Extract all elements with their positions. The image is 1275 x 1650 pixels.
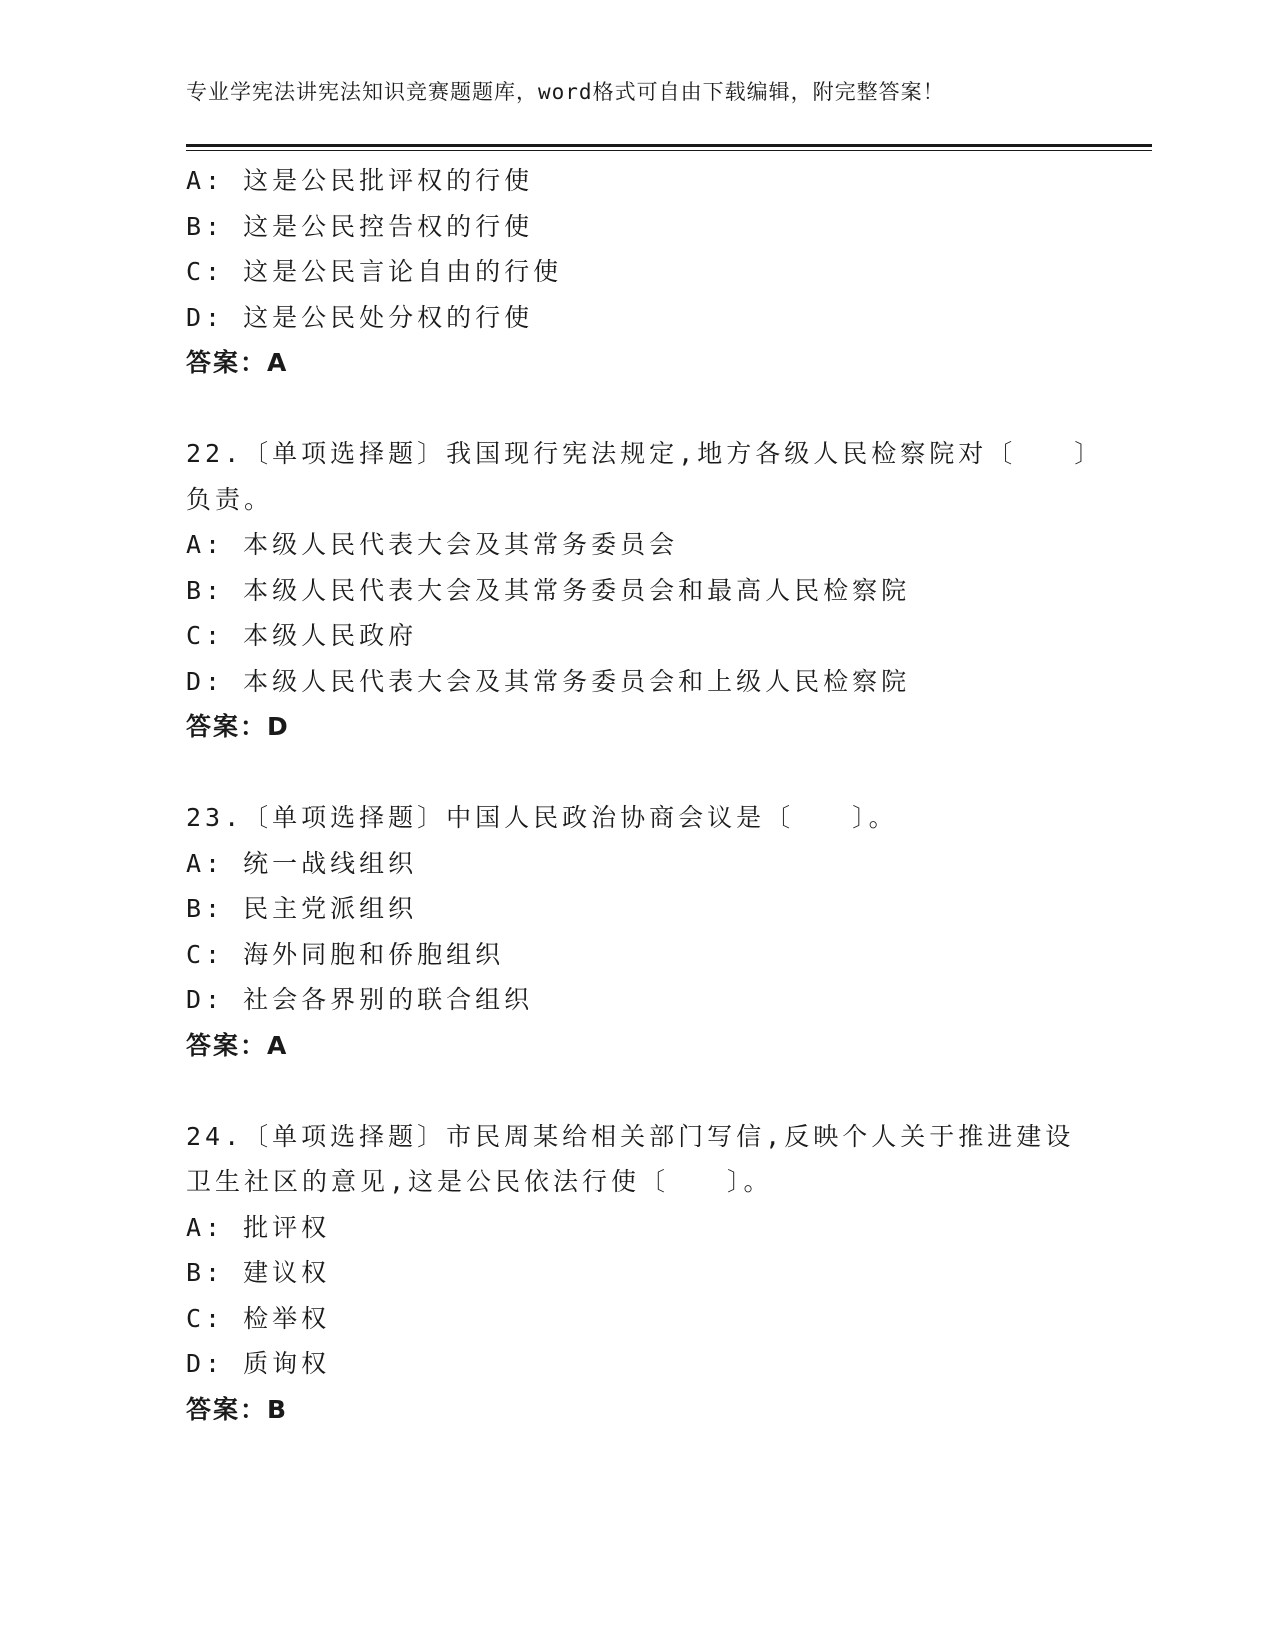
question-stem: 24.〔单项选择题〕市民周某给相关部门写信,反映个人关于推进建设 [186, 1121, 1075, 1151]
option-b: B: 民主党派组织 [186, 894, 418, 923]
option-b: B: 这是公民控告权的行使 [186, 211, 534, 241]
option-a: A: 批评权 [186, 1212, 331, 1242]
option-c: C: 本级人民政府 [186, 621, 418, 650]
answer: 答案：D [186, 712, 290, 741]
header-rule-thin [186, 150, 1152, 151]
option-d: D: 质询权 [186, 1349, 331, 1378]
question-gap [186, 1068, 1086, 1114]
question-23 [186, 795, 1086, 1068]
option-d: D: 本级人民代表大会及其常务委员会和上级人民检察院 [186, 666, 911, 696]
question-stem: 23.〔单项选择题〕中国人民政治协商会议是〔 〕。 [186, 803, 898, 832]
question-24 [186, 1114, 1086, 1433]
answer: 答案：A [186, 1030, 289, 1060]
option-c: C: 检举权 [186, 1303, 331, 1333]
option-d: D: 这是公民处分权的行使 [186, 302, 534, 332]
question-stem-continued: 卫生社区的意见,这是公民依法行使〔 〕。 [186, 1167, 773, 1196]
question-21 [186, 158, 1086, 386]
answer: 答案：A [186, 348, 289, 377]
option-b: B: 本级人民代表大会及其常务委员会和最高人民检察院 [186, 575, 911, 605]
document-body [186, 158, 1104, 1432]
option-a: A: 统一战线组织 [186, 848, 418, 878]
question-gap [186, 750, 1086, 796]
question-gap [186, 386, 1086, 432]
page-header: 专业学宪法讲宪法知识竞赛题题库，word格式可自由下载编辑，附完整答案！ [186, 80, 945, 104]
question-22 [186, 431, 1104, 750]
answer: 答案：B [186, 1394, 289, 1424]
question-stem-continued: 负责。 [186, 484, 274, 514]
option-b: B: 建议权 [186, 1258, 331, 1287]
option-a: A: 本级人民代表大会及其常务委员会 [186, 530, 679, 559]
option-c: C: 这是公民言论自由的行使 [186, 257, 563, 286]
question-stem: 22.〔单项选择题〕我国现行宪法规定,地方各级人民检察院对〔 〕 [186, 439, 1104, 468]
option-a: A: 这是公民批评权的行使 [186, 166, 534, 195]
option-d: D: 社会各界别的联合组织 [186, 985, 534, 1014]
header-rule-thick [186, 144, 1152, 147]
option-c: C: 海外同胞和侨胞组织 [186, 939, 505, 969]
